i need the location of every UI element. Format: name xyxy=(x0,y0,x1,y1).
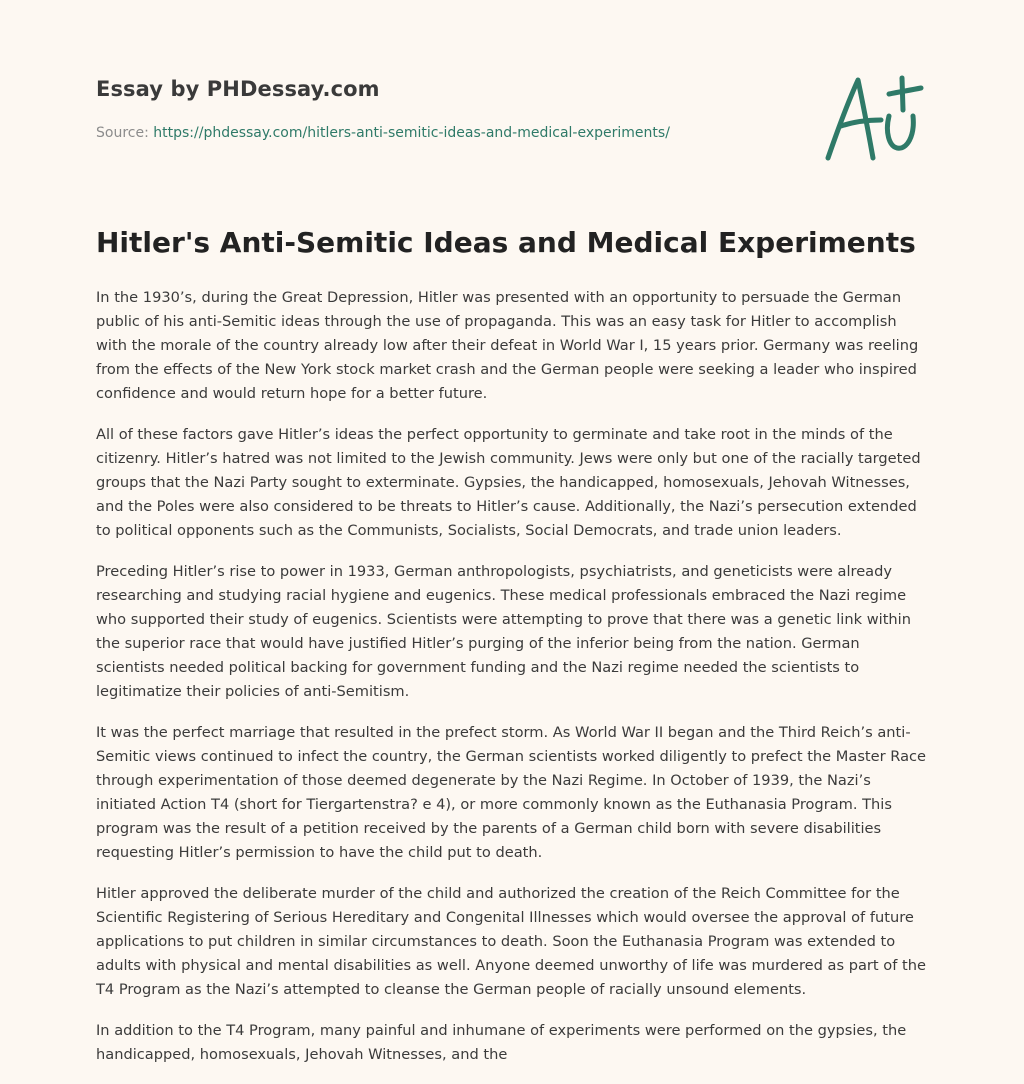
source-link[interactable]: https://phdessay.com/hitlers-anti-semitic-ideas-and-medical-experiments/ xyxy=(153,125,670,141)
essay-paragraph: In addition to the T4 Program, many painful and inhumane of experiments were performed on the gypsies, the handicapped, homosexuals, Jehovah Witnesses, and the xyxy=(96,1022,907,1063)
page-header xyxy=(96,0,928,200)
essay-paragraph: It was the perfect marriage that resulted in the prefect storm. As World War II began and the Third Reich’s anti-Semitic views continued to infect the country, the German scientists worked diligently to prefect the Master Race through experimentation of those deemed degenerate by the Nazi Regime. In October of 1939, the Nazi’s initiated Action T4 (short for Tiergartenstra? e 4), or more commonly known as the Euthanasia Program. This program was the result of a petition received by the parents of a German child born with severe disabilities requesting Hitler’s permission to have the child put to death. xyxy=(96,724,927,861)
essay-title: Hitler's Anti-Semitic Ideas and Medical Experiments xyxy=(96,226,916,259)
essay-paragraph: Preceding Hitler’s rise to power in 1933, German anthropologists, psychiatrists, and geneticists were already researching and studying racial hygiene and eugenics. These medical professionals embraced the Nazi regime who supported their study of eugenics. Scientists were attempting to prove that there was a genetic link within the superior race that would have justified Hitler’s purging of the inferior being from the nation. German scientists needed political backing for government funding and the Nazi regime needed the scientists to legitimatize their policies of anti-Semitism. xyxy=(96,563,911,700)
essay-body xyxy=(96,286,930,1084)
source-line xyxy=(96,125,670,141)
a-plus-logo-icon xyxy=(823,68,927,164)
brand-title: Essay by PHDessay.com xyxy=(96,77,380,101)
essay-paragraph: In the 1930’s, during the Great Depression, Hitler was presented with an opportunity to persuade the German public of his anti-Semitic ideas through the use of propaganda. This was an easy task for Hitler to accomplish with the morale of the country already low after their defeat in World War I, 15 years prior. Germany was reeling from the effects of the New York stock market crash and the German people were seeking a leader who inspired confidence and would return hope for a better future. xyxy=(96,289,919,402)
essay-paragraph: All of these factors gave Hitler’s ideas the perfect opportunity to germinate and take root in the minds of the citizenry. Hitler’s hatred was not limited to the Jewish community. Jews were only but one of the racially targeted groups that the Nazi Party sought to exterminate. Gypsies, the handicapped, homosexuals, Jehovah Witnesses, and the Poles were also considered to be threats to Hitler’s cause. Additionally, the Nazi’s persecution extended to political opponents such as the Communists, Socialists, Social Democrats, and trade union leaders. xyxy=(96,426,921,539)
essay-paragraph: Hitler approved the deliberate murder of the child and authorized the creation of the Reich Committee for the Scientific Registering of Serious Hereditary and Congenital Illnesses which would oversee the approval of future applications to put children in similar circumstances to death. Soon the Euthanasia Program was extended to adults with physical and mental disabilities as well. Anyone deemed unworthy of life was murdered as part of the T4 Program as the Nazi’s attempted to cleanse the German people of racially unsound elements. xyxy=(96,885,926,998)
source-label: Source: xyxy=(96,125,149,141)
